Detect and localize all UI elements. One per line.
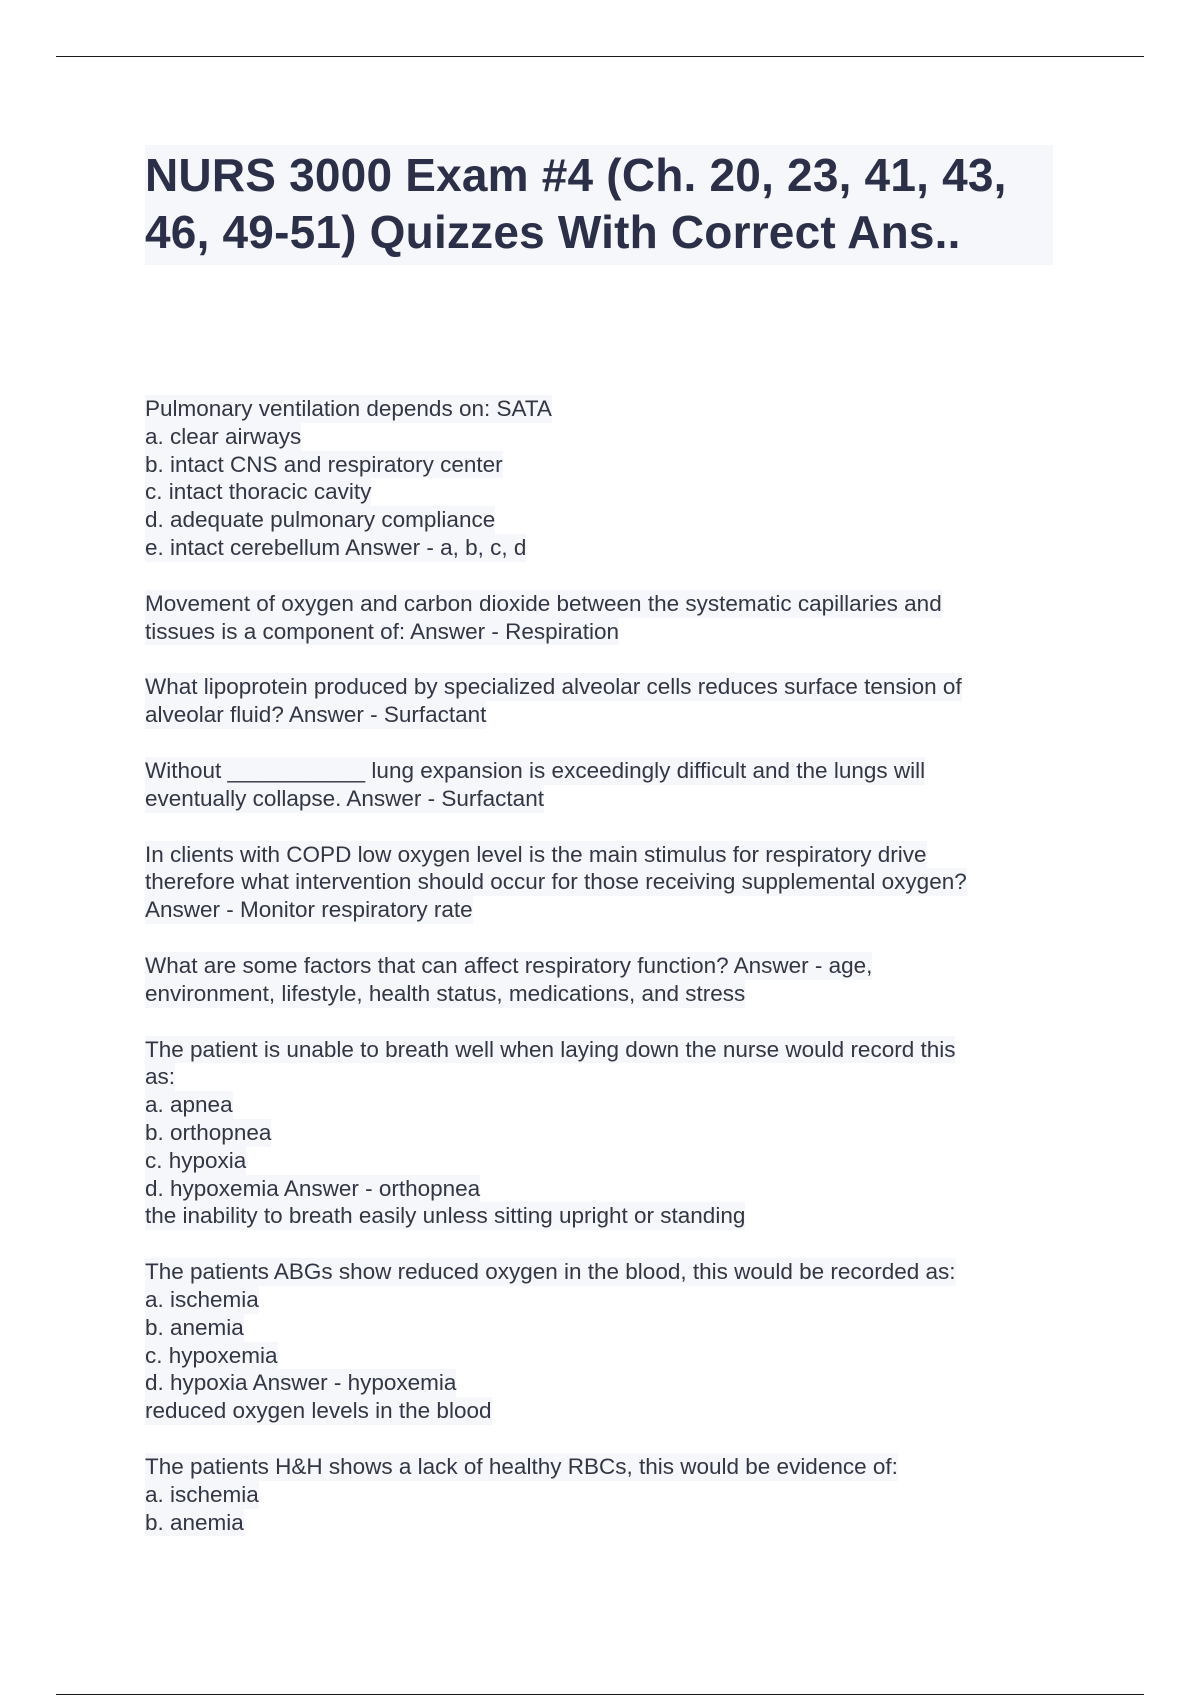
qa-item xyxy=(145,1036,1055,1231)
qa-line: c. hypoxia xyxy=(145,1147,247,1173)
qa-line: b. orthopnea xyxy=(145,1119,272,1145)
qa-line: environment, lifestyle, health status, medications, and stress xyxy=(145,980,746,1006)
qa-item xyxy=(145,1258,1055,1425)
qa-item xyxy=(145,1453,1055,1536)
qa-line: e. intact cerebellum Answer - a, b, c, d xyxy=(145,534,527,560)
question-text: Pulmonary ventilation depends on: SATA xyxy=(145,396,552,421)
qa-line: tissues is a component of: Answer - Respiration xyxy=(145,618,619,644)
qa-line: a. ischemia xyxy=(145,1481,259,1507)
question-text: Without ___________ lung expansion is exceedingly difficult and the lungs will xyxy=(145,757,926,783)
qa-list xyxy=(145,395,1055,1564)
qa-line: c. intact thoracic cavity xyxy=(145,479,372,505)
document-title xyxy=(145,145,1053,265)
qa-line: d. hypoxemia Answer - orthopnea xyxy=(145,1175,481,1201)
qa-item xyxy=(145,952,1055,1008)
title-line-1: NURS 3000 Exam #4 (Ch. 20, 23, 41, 43, xyxy=(145,149,1007,201)
qa-line: Answer - Monitor respiratory rate xyxy=(145,897,473,923)
qa-line: eventually collapse. Answer - Surfactant xyxy=(145,785,544,811)
qa-line: b. anemia xyxy=(145,1509,244,1535)
qa-item xyxy=(145,757,1055,813)
qa-line: a. clear airways xyxy=(145,423,302,449)
qa-item xyxy=(145,395,1055,562)
title-line-2: 46, 49-51) Quizzes With Correct Ans.. xyxy=(145,206,961,258)
question-text: The patient is unable to breath well when laying down the nurse would record this xyxy=(145,1036,956,1062)
question-text: The patients ABGs show reduced oxygen in the blood, this would be recorded as: xyxy=(145,1259,956,1285)
question-text: Movement of oxygen and carbon dioxide between the systematic capillaries and xyxy=(145,590,942,616)
qa-line: the inability to breath easily unless sitting upright or standing xyxy=(145,1203,746,1229)
qa-line: c. hypoxemia xyxy=(145,1342,278,1368)
question-text: The patients H&H shows a lack of healthy RBCs, this would be evidence of: xyxy=(145,1453,898,1479)
qa-line: a. ischemia xyxy=(145,1286,259,1312)
qa-line: as: xyxy=(145,1064,176,1090)
qa-item xyxy=(145,841,1055,924)
question-text: In clients with COPD low oxygen level is the main stimulus for respiratory drive xyxy=(145,841,927,867)
footer-rule xyxy=(56,1694,1144,1695)
qa-line: d. adequate pulmonary compliance xyxy=(145,507,496,533)
qa-item xyxy=(145,590,1055,646)
question-text: What are some factors that can affect respiratory function? Answer - age, xyxy=(145,952,873,978)
qa-line: b. intact CNS and respiratory center xyxy=(145,451,503,477)
qa-line: a. apnea xyxy=(145,1092,233,1118)
header-rule xyxy=(56,56,1144,57)
question-text: What lipoprotein produced by specialized alveolar cells reduces surface tension of xyxy=(145,674,962,700)
qa-item xyxy=(145,673,1055,729)
qa-line: alveolar fluid? Answer - Surfactant xyxy=(145,702,487,728)
qa-line: d. hypoxia Answer - hypoxemia xyxy=(145,1370,457,1396)
qa-line: therefore what intervention should occur for those receiving supplemental oxygen? xyxy=(145,869,967,895)
qa-line: b. anemia xyxy=(145,1314,244,1340)
qa-line: reduced oxygen levels in the blood xyxy=(145,1398,492,1424)
